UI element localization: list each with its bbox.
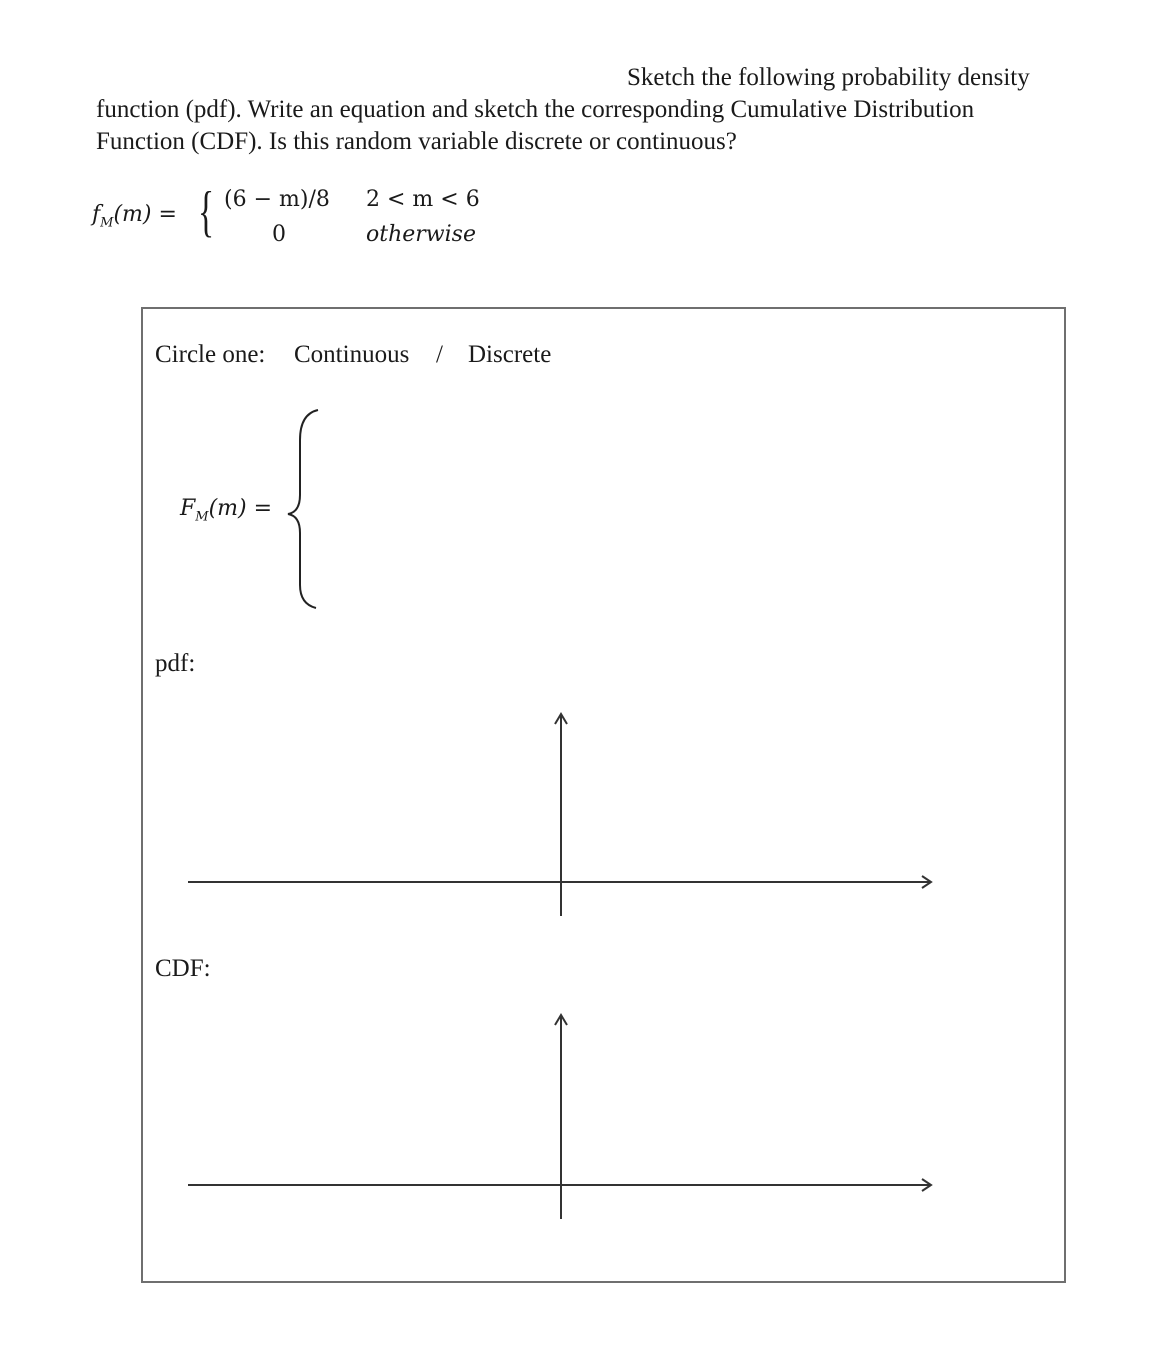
pdf-axes — [188, 714, 931, 916]
cdf-function-lhs: $F_M(m)$ = — [180, 496, 273, 525]
pdf-case2-condition: otherwise — [366, 222, 476, 247]
pdf-case1-expression: (6 − m)/8 — [224, 187, 330, 212]
cdf-axes — [188, 1015, 931, 1219]
option-separator: / — [436, 341, 443, 368]
circle-one-label: Circle one: — [155, 341, 266, 368]
option-continuous[interactable]: Continuous — [294, 341, 410, 368]
option-discrete[interactable]: Discrete — [468, 341, 552, 368]
pdf-case2-expression: 0 — [272, 222, 286, 247]
pdf-case1-condition: 2 < m < 6 — [366, 187, 480, 212]
pdf-sketch-label: pdf: — [155, 650, 196, 677]
question-line-2: function (pdf). Write an equation and sketch the corresponding Cumulative Distribution — [96, 96, 975, 123]
cdf-answer-brace — [288, 410, 318, 608]
question-line-3: Function (CDF). Is this random variable discrete or continuous? — [96, 128, 737, 155]
pdf-left-brace: { — [198, 181, 215, 243]
question-line-1: Sketch the following probability density — [627, 64, 1030, 91]
pdf-function-lhs: $f_M(m)$ = — [92, 202, 177, 231]
cdf-sketch-label: CDF: — [155, 955, 211, 982]
